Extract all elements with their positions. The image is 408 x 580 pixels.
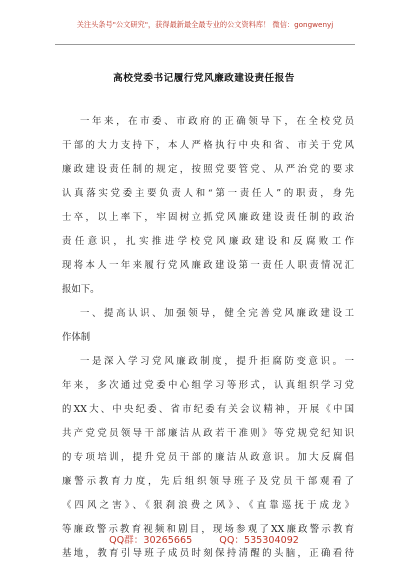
paragraph-line: 廉政建设责任制的规定，按照党要管党、从严治党的要求 bbox=[62, 164, 354, 175]
paragraph-line: 干部的大力支持下，本人严格执行中央和省、市关于党风 bbox=[62, 140, 354, 151]
paragraph-line: 责任意识，扎实推进学校党风廉政建设和反腐败工作 bbox=[62, 236, 354, 247]
paragraph-line: 廉警示教育力度，先后组织领导班子及党员干部观看了 bbox=[62, 476, 354, 487]
paragraph-line: 等廉政警示教育视频和剧目，现场参观了XX廉政警示教育 bbox=[62, 524, 354, 535]
section-heading: 作体制 bbox=[62, 332, 91, 343]
footer-contact bbox=[0, 532, 408, 546]
paragraph-line: 年来，多次通过党委中心组学习等形式，认真组织学习党 bbox=[62, 380, 354, 391]
paragraph-line: 一是深入学习党风廉政制度，提升拒腐防变意识。一 bbox=[80, 356, 354, 367]
footer-qq: QQ：535304092 bbox=[219, 535, 299, 546]
paragraph-line: 基地，教育引导班子成员时刻保持清醒的头脑，正确看待 bbox=[62, 548, 354, 559]
paragraph-line: 共产党党员领导干部廉洁从政若干准则》等党规党纪知识 bbox=[62, 428, 354, 439]
document-body bbox=[62, 110, 354, 566]
paragraph-line: 的专项培训，提升党员干部的廉洁从政意识。加大反腐倡 bbox=[62, 452, 354, 463]
footer-qq-group: QQ群：30265665 bbox=[109, 535, 193, 546]
header-divider bbox=[55, 44, 355, 45]
header-banner: 关注头条号"公文研究"，获得最新最全最专业的公文资料库！ 微信：gongwenyj bbox=[76, 20, 334, 29]
paragraph-line: 一年来，在市委、市政府的正确领导下，在全校党员 bbox=[80, 116, 354, 127]
paragraph-line: 现将本人一年来履行党风廉政建设第一责任人职责情况汇 bbox=[62, 260, 354, 271]
document-title: 高校党委书记履行党风廉政建设责任报告 bbox=[113, 73, 295, 84]
paragraph-line: 的XX大、中央纪委、省市纪委有关会议精神，开展《中国 bbox=[62, 404, 354, 415]
paragraph-line: 认真落实党委主要负责人和“第一责任人”的职责，身先 bbox=[62, 188, 354, 199]
paragraph-line: 《四风之害》、《狠刹浪费之风》、《直靠巡抚于成龙》 bbox=[62, 500, 354, 511]
paragraph-line: 士卒，以上率下，牢固树立抓党风廉政建设责任制的政治 bbox=[62, 212, 354, 223]
paragraph-line: 报如下。 bbox=[62, 284, 100, 295]
section-heading: 一、提高认识、加强领导，健全完善党风廉政建设工 bbox=[80, 308, 354, 319]
